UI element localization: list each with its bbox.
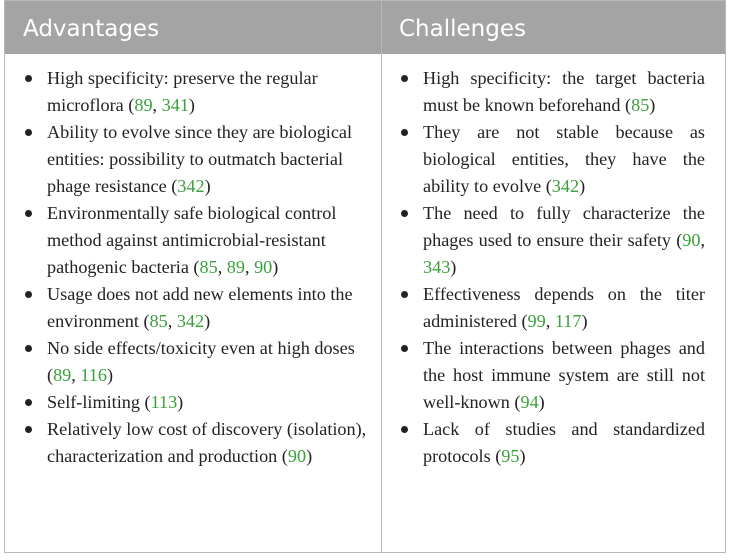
column-divider bbox=[381, 1, 382, 552]
reference-link[interactable]: 342 bbox=[551, 176, 580, 196]
challenge-item bbox=[399, 119, 705, 200]
challenge-item bbox=[399, 335, 705, 416]
item-suffix: ) bbox=[538, 392, 545, 412]
reference-link[interactable]: 116 bbox=[80, 365, 107, 385]
item-suffix: ) bbox=[204, 176, 211, 196]
item-text: High specificity: preserve the regular microflora ( bbox=[47, 68, 318, 115]
item-suffix: ) bbox=[272, 257, 279, 277]
reference-link[interactable]: 113 bbox=[150, 392, 178, 412]
reference-link[interactable]: 90 bbox=[682, 230, 701, 250]
item-text: The need to fully characterize the phages used to ensure their safety ( bbox=[423, 203, 705, 250]
reference-link[interactable]: 341 bbox=[161, 95, 189, 115]
advantage-item bbox=[23, 416, 373, 470]
challenge-item: Effectiveness depends on the titer administered (99, 117) bbox=[399, 281, 705, 335]
advantage-item: No side effects/toxicity even at high doses (89, 116) bbox=[23, 335, 373, 389]
challenge-item bbox=[399, 416, 705, 470]
reference-link[interactable]: 85 bbox=[149, 311, 168, 331]
item-text: No side effects/toxicity even at high doses ( bbox=[47, 338, 355, 385]
challenge-item: The need to fully characterize the phages used to ensure their safety (90, 343) bbox=[399, 200, 705, 281]
challenges-list bbox=[399, 65, 705, 470]
reference-link[interactable]: 90 bbox=[287, 446, 307, 466]
reference-link[interactable]: 342 bbox=[176, 311, 205, 331]
item-text: Lack of studies and standardized protocols ( bbox=[423, 419, 705, 466]
reference-link[interactable]: 85 bbox=[631, 95, 650, 115]
advantage-item bbox=[23, 389, 373, 416]
item-suffix: ) bbox=[519, 446, 526, 466]
advantage-item bbox=[23, 119, 373, 200]
item-suffix: ) bbox=[579, 176, 586, 196]
item-text: Relatively low cost of discovery (isolation), characterization and production ( bbox=[47, 419, 367, 466]
comparison-table bbox=[4, 0, 726, 553]
header-challenges: Challenges bbox=[399, 16, 526, 42]
item-text: High specificity: the target bacteria must be known beforehand ( bbox=[423, 68, 705, 115]
item-text: Usage does not add new elements into the environment ( bbox=[47, 284, 353, 331]
reference-link[interactable]: 99 bbox=[527, 311, 546, 331]
reference-link[interactable]: 90 bbox=[254, 257, 273, 277]
item-text: Environmentally safe biological control method against antimicrobial-resistant pathogenic bacteria ( bbox=[47, 203, 337, 277]
advantage-item: Environmentally safe biological control method against antimicrobial-resistant pathogenic bacteria (85, 89, 90) bbox=[23, 200, 373, 281]
item-text: Self-limiting ( bbox=[47, 392, 151, 412]
challenge-item bbox=[399, 65, 705, 119]
reference-link[interactable]: 342 bbox=[177, 176, 205, 196]
item-text: Effectiveness depends on the titer administered ( bbox=[423, 284, 705, 331]
advantage-item: Usage does not add new elements into the environment (85, 342) bbox=[23, 281, 373, 335]
advantage-item: High specificity: preserve the regular microflora (89, 341) bbox=[23, 65, 373, 119]
item-suffix: ) bbox=[450, 257, 457, 277]
advantages-list bbox=[23, 65, 373, 470]
item-suffix: ) bbox=[177, 392, 184, 412]
item-suffix: ) bbox=[106, 365, 114, 385]
table-header-row bbox=[5, 1, 725, 54]
reference-link[interactable]: 343 bbox=[423, 257, 451, 277]
reference-link[interactable]: 89 bbox=[226, 257, 245, 277]
item-text: Ability to evolve since they are biological entities: possibility to outmatch bacterial phage resistance ( bbox=[47, 122, 353, 196]
item-suffix: ) bbox=[306, 446, 313, 466]
reference-link[interactable]: 94 bbox=[520, 392, 539, 412]
reference-link[interactable]: 95 bbox=[501, 446, 520, 466]
item-suffix: ) bbox=[188, 95, 195, 115]
item-suffix: ) bbox=[649, 95, 656, 115]
item-suffix: ) bbox=[204, 311, 211, 331]
item-suffix: ) bbox=[581, 311, 588, 331]
item-text: The interactions between phages and the host immune system are still not well-known ( bbox=[423, 338, 705, 412]
reference-link[interactable]: 85 bbox=[199, 257, 218, 277]
reference-link[interactable]: 89 bbox=[53, 365, 72, 385]
header-advantages: Advantages bbox=[23, 16, 160, 42]
item-text: They are not stable because as biological entities, they have the ability to evolve ( bbox=[423, 122, 705, 196]
reference-link[interactable]: 117 bbox=[554, 311, 582, 331]
reference-link[interactable]: 89 bbox=[134, 95, 153, 115]
